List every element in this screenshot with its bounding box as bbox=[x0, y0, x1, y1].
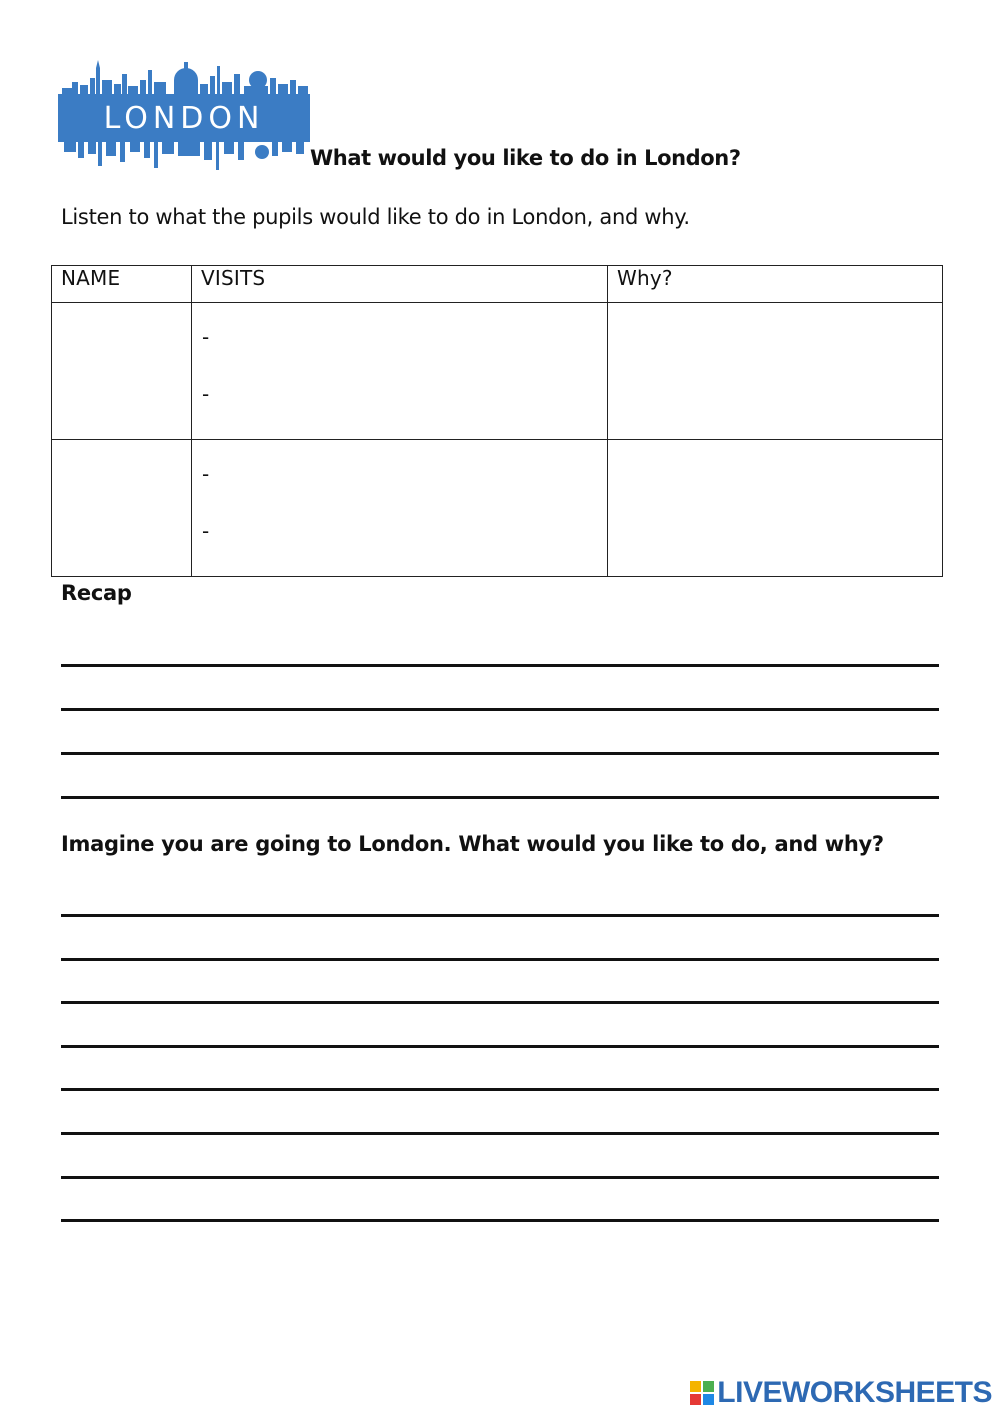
writing-line[interactable] bbox=[61, 664, 939, 667]
column-header-visits: VISITS bbox=[192, 266, 608, 303]
writing-line[interactable] bbox=[61, 796, 939, 799]
writing-line[interactable] bbox=[61, 1001, 939, 1004]
recap-heading: Recap bbox=[61, 581, 132, 605]
listening-table bbox=[51, 265, 943, 577]
writing-line[interactable] bbox=[61, 1219, 939, 1222]
visit-bullet: - bbox=[202, 462, 210, 486]
writing-line[interactable] bbox=[61, 1045, 939, 1048]
liveworksheets-logo-icon bbox=[690, 1381, 714, 1405]
logo-text: LONDON bbox=[103, 101, 265, 136]
column-header-name: NAME bbox=[52, 266, 192, 303]
table-row bbox=[52, 440, 943, 577]
table-row bbox=[52, 303, 943, 440]
writing-line[interactable] bbox=[61, 708, 939, 711]
brand-name: LIVEWORKSHEETS bbox=[717, 1376, 992, 1409]
why-cell[interactable] bbox=[608, 440, 943, 577]
name-cell[interactable] bbox=[52, 303, 192, 440]
london-logo bbox=[58, 58, 310, 176]
liveworksheets-branding bbox=[690, 1376, 992, 1410]
column-header-why: Why? bbox=[608, 266, 943, 303]
visit-bullet: - bbox=[202, 325, 210, 349]
name-cell[interactable] bbox=[52, 440, 192, 577]
page-title: What would you like to do in London? bbox=[310, 146, 741, 170]
table-header-row bbox=[52, 266, 943, 303]
writing-line[interactable] bbox=[61, 914, 939, 917]
visit-bullet: - bbox=[202, 519, 210, 543]
writing-line[interactable] bbox=[61, 1088, 939, 1091]
visit-bullet: - bbox=[202, 382, 210, 406]
visits-cell[interactable] bbox=[192, 440, 608, 577]
why-cell[interactable] bbox=[608, 303, 943, 440]
instruction-text: Listen to what the pupils would like to do in London, and why. bbox=[61, 205, 690, 229]
visits-cell[interactable] bbox=[192, 303, 608, 440]
writing-line[interactable] bbox=[61, 1132, 939, 1135]
imagine-prompt: Imagine you are going to London. What would you like to do, and why? bbox=[61, 832, 884, 856]
writing-line[interactable] bbox=[61, 958, 939, 961]
writing-line[interactable] bbox=[61, 752, 939, 755]
writing-line[interactable] bbox=[61, 1176, 939, 1179]
